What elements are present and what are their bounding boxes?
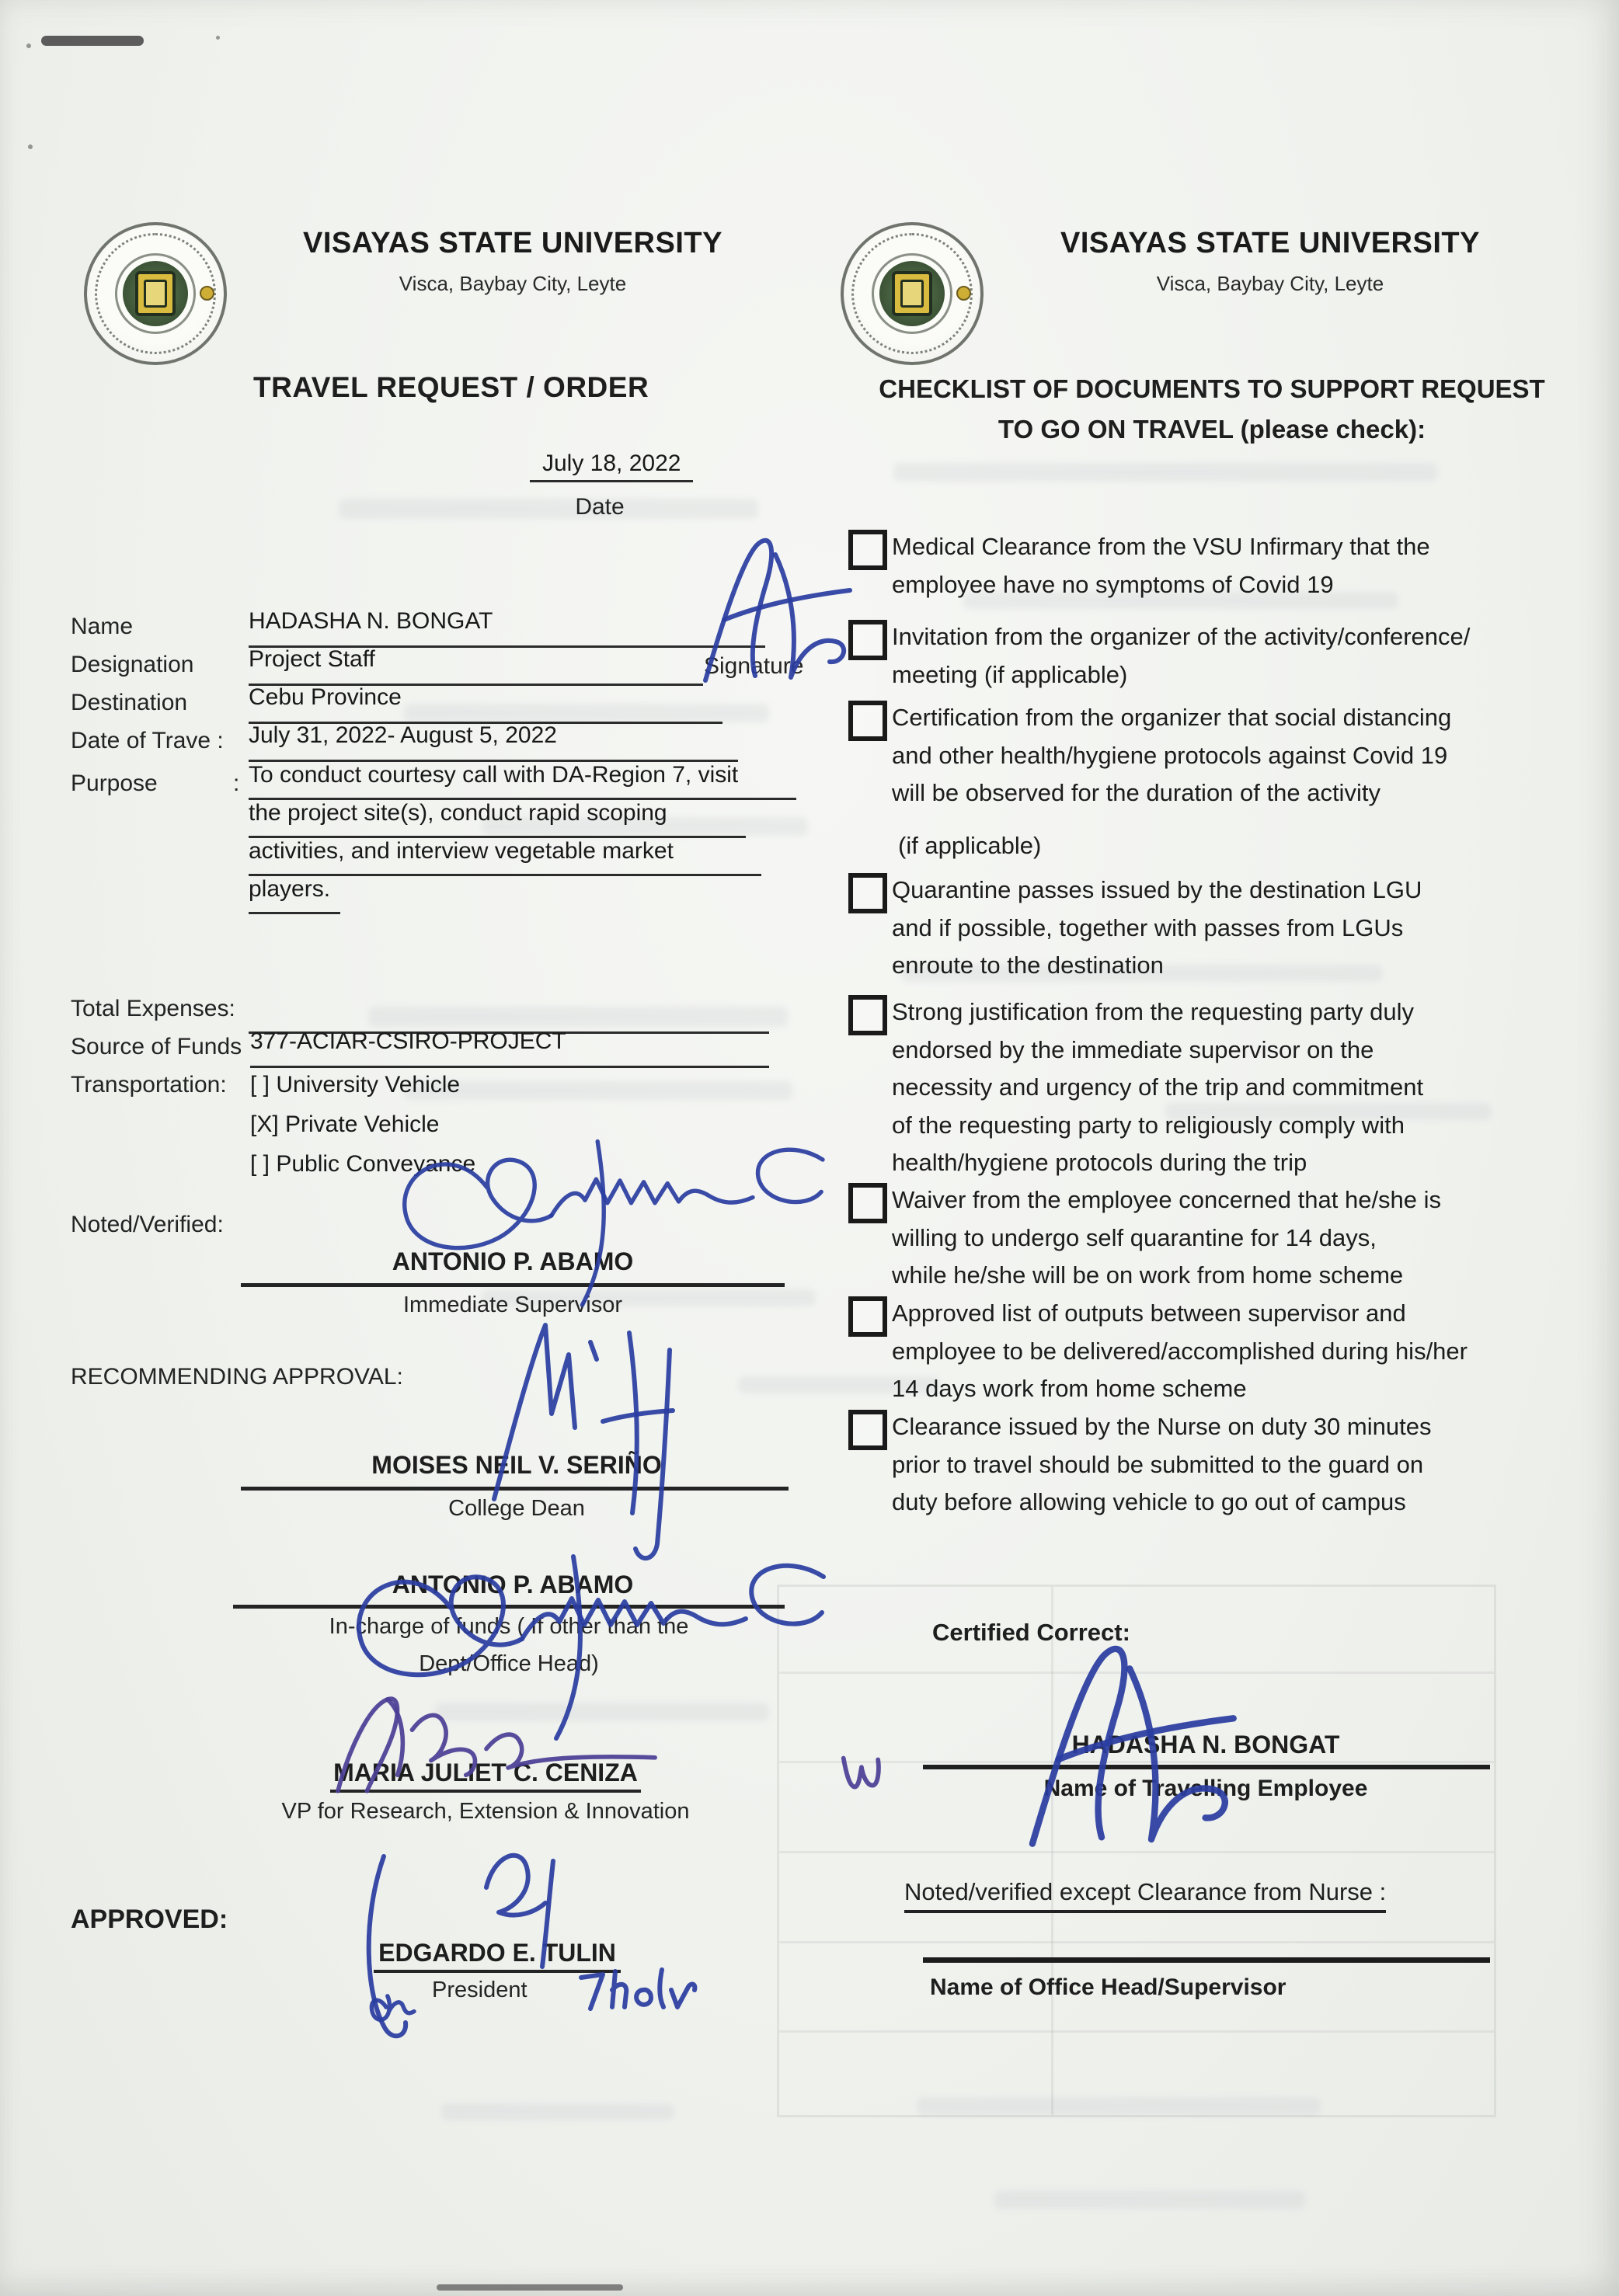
checklist-text: necessity and urgency of the trip and commitment bbox=[892, 1073, 1424, 1101]
office-head-label: Name of Office Head/Supervisor bbox=[930, 1974, 1286, 2000]
purpose-colon: : bbox=[233, 771, 240, 796]
transport-option-university-vehicle[interactable]: [ ] University Vehicle bbox=[250, 1072, 461, 1098]
checklist-text: of the requesting party to religiously comply with bbox=[892, 1111, 1405, 1139]
checklist-title-line1: CHECKLIST OF DOCUMENTS TO SUPPORT REQUEST bbox=[879, 374, 1545, 403]
bleedthrough-artifact bbox=[441, 2103, 674, 2120]
vsu-seal-right bbox=[841, 222, 984, 365]
funds-incharge-name: ANTONIO P. ABAMO bbox=[392, 1571, 634, 1599]
checklist-text: while he/she will be on work from home scheme bbox=[892, 1261, 1404, 1289]
checklist-text: duty before allowing vehicle to go out of campus bbox=[892, 1488, 1406, 1515]
checklist-text: meeting (if applicable) bbox=[892, 660, 1128, 688]
checklist-item bbox=[848, 1408, 1586, 1522]
checklist-text: 14 days work from home scheme bbox=[892, 1375, 1247, 1402]
travelling-employee-name: HADASHA N. BONGAT bbox=[1071, 1731, 1340, 1759]
signature-antonio-abamo bbox=[353, 1111, 858, 1320]
checklist-item bbox=[848, 528, 1586, 604]
name-label: Name bbox=[71, 614, 134, 639]
checklist-item bbox=[848, 618, 1586, 694]
purpose-line-2: the project site(s), conduct rapid scoping bbox=[249, 800, 746, 838]
purpose-line-1: To conduct courtesy call with DA-Region 7, visit bbox=[249, 762, 796, 800]
travel-date-value: July 31, 2022- August 5, 2022 bbox=[249, 722, 738, 762]
university-name-left: VISAYAS STATE UNIVERSITY bbox=[303, 227, 722, 259]
request-date-value: July 18, 2022 bbox=[530, 451, 693, 482]
request-date-label: Date bbox=[575, 494, 625, 520]
checklist-item bbox=[848, 1295, 1586, 1408]
checklist-item bbox=[848, 993, 1586, 1182]
university-name-right: VISAYAS STATE UNIVERSITY bbox=[1060, 227, 1480, 259]
checklist-text: Waiver from the employee concerned that he/she is bbox=[892, 1186, 1442, 1213]
checklist-item bbox=[848, 699, 1586, 864]
checklist-text: Quarantine passes issued by the destination LGU bbox=[892, 876, 1422, 903]
noted-verified-name: ANTONIO P. ABAMO bbox=[392, 1247, 634, 1275]
signature-hadasha-bongat bbox=[684, 528, 862, 707]
checklist-checkbox[interactable] bbox=[848, 1410, 887, 1450]
checklist-item bbox=[848, 871, 1586, 985]
purpose-line-3: activities, and interview vegetable market bbox=[249, 838, 761, 876]
purpose-label: Purpose bbox=[71, 771, 158, 796]
approved-label: APPROVED: bbox=[71, 1905, 228, 1934]
checklist-text: endorsed by the immediate supervisor on the bbox=[892, 1035, 1374, 1063]
checklist-title-line2: TO GO ON TRAVEL (please check): bbox=[998, 415, 1426, 444]
transport-option-private-vehicle[interactable]: [X] Private Vehicle bbox=[250, 1111, 440, 1137]
university-address-left: Visca, Baybay City, Leyte bbox=[399, 272, 627, 295]
transportation-label: Transportation: bbox=[71, 1072, 227, 1098]
staple-mark bbox=[41, 36, 144, 46]
recommending-approval-label: RECOMMENDING APPROVAL: bbox=[71, 1364, 403, 1390]
checklist-text: employee to be delivered/accomplished during his/her bbox=[892, 1337, 1468, 1365]
checklist-text: Approved list of outputs between supervisor and bbox=[892, 1299, 1406, 1327]
checklist-text: prior to travel should be submitted to the guard on bbox=[892, 1450, 1424, 1478]
transport-option-public-conveyance[interactable]: [ ] Public Conveyance bbox=[250, 1151, 476, 1177]
checklist-text: Clearance issued by the Nurse on duty 30 minutes bbox=[892, 1413, 1432, 1440]
checklist-text: Strong justification from the requesting party duly bbox=[892, 998, 1415, 1025]
checklist-text: Invitation from the organizer of the activity/conference/ bbox=[892, 623, 1471, 650]
checklist-text: willing to undergo self quarantine for 14 days, bbox=[892, 1223, 1377, 1251]
name-value: HADASHA N. BONGAT bbox=[249, 608, 765, 648]
source-of-funds-label: Source of Funds bbox=[71, 1034, 242, 1059]
checklist-text: and if possible, together with passes from LGUs bbox=[892, 913, 1404, 941]
source-of-funds-value: 377-ACIAR-CSIRO-PROJECT bbox=[250, 1028, 769, 1068]
vp-role: VP for Research, Extension & Innovation bbox=[281, 1799, 690, 1824]
president-role: President bbox=[432, 1978, 527, 2002]
total-expenses-label: Total Expenses: bbox=[71, 996, 235, 1021]
form-title: TRAVEL REQUEST / ORDER bbox=[253, 371, 649, 403]
president-name: EDGARDO E. TULIN bbox=[374, 1939, 621, 1973]
checklist-text: Medical Clearance from the VSU Infirmary that the bbox=[892, 533, 1430, 560]
certified-correct-label: Certified Correct: bbox=[932, 1619, 1130, 1646]
purpose-line-4: players. bbox=[249, 876, 340, 914]
noted-except-text: Noted/verified except Clearance from Nurse : bbox=[904, 1878, 1386, 1913]
signature-initial-mark bbox=[837, 1749, 883, 1794]
bleedthrough-artifact bbox=[994, 2190, 1305, 2209]
designation-label: Designation bbox=[71, 652, 194, 677]
signature-annotation-right bbox=[575, 1964, 699, 2033]
vp-name: MARIA JULIET C. CENIZA bbox=[330, 1759, 641, 1793]
destination-value: Cebu Province bbox=[249, 684, 722, 724]
checklist-text: will be observed for the duration of the activity bbox=[892, 779, 1381, 806]
checklist-text: employee have no symptoms of Covid 19 bbox=[892, 570, 1334, 598]
designation-value: Project Staff bbox=[249, 646, 703, 686]
signature-maria-ceniza bbox=[326, 1678, 668, 1810]
dean-role: College Dean bbox=[448, 1496, 585, 1521]
scan-speck bbox=[28, 144, 33, 149]
scan-speck bbox=[216, 36, 220, 40]
destination-label: Destination bbox=[71, 690, 188, 715]
checklist-text: Certification from the organizer that social distancing bbox=[892, 704, 1452, 731]
funds-incharge-role-line2: Dept/Office Head) bbox=[419, 1651, 599, 1676]
bleedthrough-artifact bbox=[893, 463, 1437, 482]
vsu-seal-left bbox=[84, 222, 227, 365]
noted-verified-label: Noted/Verified: bbox=[71, 1212, 224, 1237]
scan-speck bbox=[26, 43, 31, 48]
checklist-checkbox[interactable] bbox=[848, 995, 887, 1035]
university-address-right: Visca, Baybay City, Leyte bbox=[1156, 272, 1384, 295]
checklist-text: and other health/hygiene protocols against Covid 19 bbox=[892, 741, 1448, 769]
funds-incharge-role-line1: In-charge of funds ( If other than the bbox=[329, 1614, 689, 1639]
signature-annotation-left bbox=[365, 1985, 435, 2032]
travelling-employee-role: Name of Travelling Employee bbox=[1043, 1776, 1368, 1801]
travel-date-label: Date of Trave : bbox=[71, 728, 224, 753]
signature-hadasha-bongat-2 bbox=[1002, 1628, 1251, 1884]
checklist-item bbox=[848, 1181, 1586, 1295]
signature-label: Signature bbox=[704, 653, 804, 679]
checklist-text: (if applicable) bbox=[898, 831, 1042, 859]
signature-rule bbox=[923, 1957, 1490, 1963]
bleedthrough-artifact bbox=[404, 1081, 792, 1100]
dean-name: MOISES NEIL V. SERIÑO bbox=[371, 1451, 662, 1479]
checklist-checkbox[interactable] bbox=[848, 873, 887, 913]
checklist-text: enroute to the destination bbox=[892, 951, 1164, 979]
checklist-text: health/hygiene protocols during the trip bbox=[892, 1149, 1307, 1176]
noted-verified-role: Immediate Supervisor bbox=[402, 1292, 623, 1317]
scan-smudge bbox=[437, 2284, 623, 2291]
